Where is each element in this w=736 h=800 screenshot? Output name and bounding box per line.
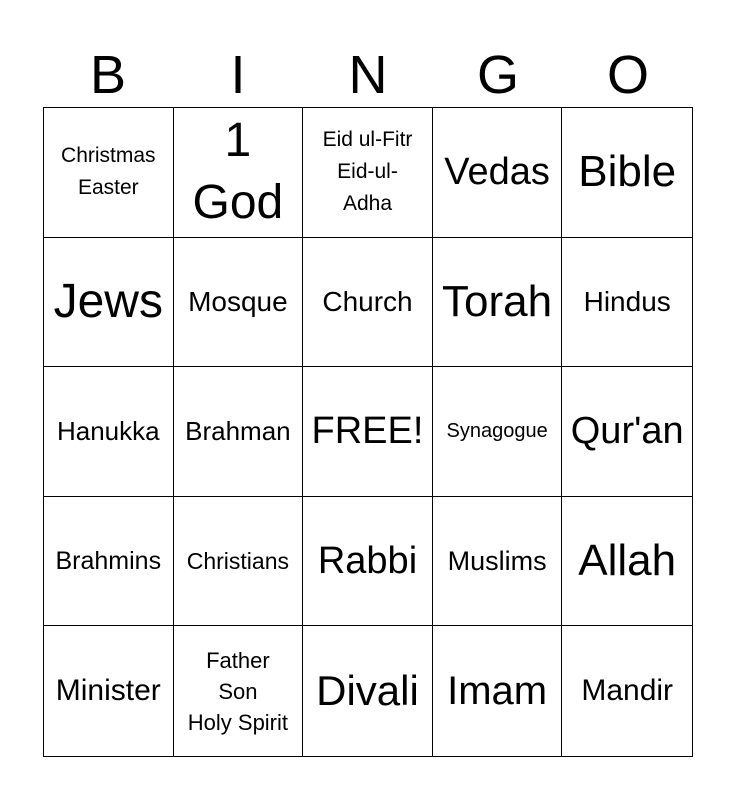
cell-label: Hindus — [583, 285, 671, 317]
cell-label: Jews — [53, 274, 163, 328]
bingo-cell[interactable] — [44, 626, 174, 756]
free-space-label: FREE! — [311, 410, 424, 453]
cell-label: Mosque — [188, 285, 288, 317]
cell-label: Christmas Easter — [61, 144, 156, 200]
bingo-cell[interactable] — [562, 367, 692, 497]
cell-label: Hanukka — [56, 416, 160, 447]
cell-label: Imam — [447, 669, 548, 714]
bingo-header — [43, 44, 693, 106]
bingo-cell[interactable] — [433, 367, 563, 497]
cell-label: Minister — [55, 674, 161, 708]
cell-label: Rabbi — [317, 540, 418, 583]
header-letter-o: O — [606, 45, 649, 105]
bingo-cell[interactable] — [433, 108, 563, 238]
cell-label: Torah — [442, 276, 553, 326]
header-letter-n: N — [348, 45, 388, 105]
bingo-cell[interactable] — [174, 367, 304, 497]
bingo-cell[interactable] — [303, 626, 433, 756]
bingo-cell[interactable] — [562, 497, 692, 627]
bingo-cell[interactable] — [44, 238, 174, 368]
header-letter-i: I — [230, 45, 246, 105]
cell-label: Brahman — [185, 416, 291, 447]
cell-label: Christians — [186, 548, 290, 575]
cell-label: Mandir — [581, 674, 674, 708]
bingo-cell[interactable] — [174, 497, 304, 627]
cell-label: Allah — [578, 536, 677, 586]
header-letter-g: G — [476, 45, 519, 105]
bingo-cell[interactable] — [44, 367, 174, 497]
bingo-cell[interactable] — [303, 108, 433, 238]
free-space-cell[interactable] — [303, 367, 433, 497]
bingo-cell[interactable] — [303, 497, 433, 627]
cell-label: Muslims — [447, 546, 547, 577]
bingo-cell[interactable] — [433, 626, 563, 756]
bingo-cell[interactable] — [433, 497, 563, 627]
bingo-board — [43, 107, 693, 757]
bingo-cell[interactable] — [562, 238, 692, 368]
cell-label: Father Son Holy Spirit — [187, 647, 289, 735]
cell-label: Church — [322, 285, 413, 317]
bingo-cell[interactable] — [174, 626, 304, 756]
cell-label: Eid ul-Fitr Eid-ul- Adha — [322, 128, 413, 216]
cell-label: Divali — [316, 667, 419, 715]
cell-label: Brahmins — [55, 547, 162, 576]
cell-label: 1 God — [192, 114, 284, 230]
bingo-cell[interactable] — [174, 238, 304, 368]
bingo-cell[interactable] — [44, 497, 174, 627]
bingo-cell[interactable] — [303, 238, 433, 368]
bingo-cell[interactable] — [174, 108, 304, 238]
header-letter-b: B — [89, 45, 127, 105]
cell-label: Synagogue — [446, 420, 548, 443]
bingo-cell[interactable] — [562, 626, 692, 756]
bingo-cell[interactable] — [44, 108, 174, 238]
bingo-cell[interactable] — [562, 108, 692, 238]
bingo-cell[interactable] — [433, 238, 563, 368]
cell-label: Vedas — [444, 151, 550, 194]
cell-label: Qur'an — [570, 410, 684, 453]
cell-label: Bible — [578, 147, 677, 197]
